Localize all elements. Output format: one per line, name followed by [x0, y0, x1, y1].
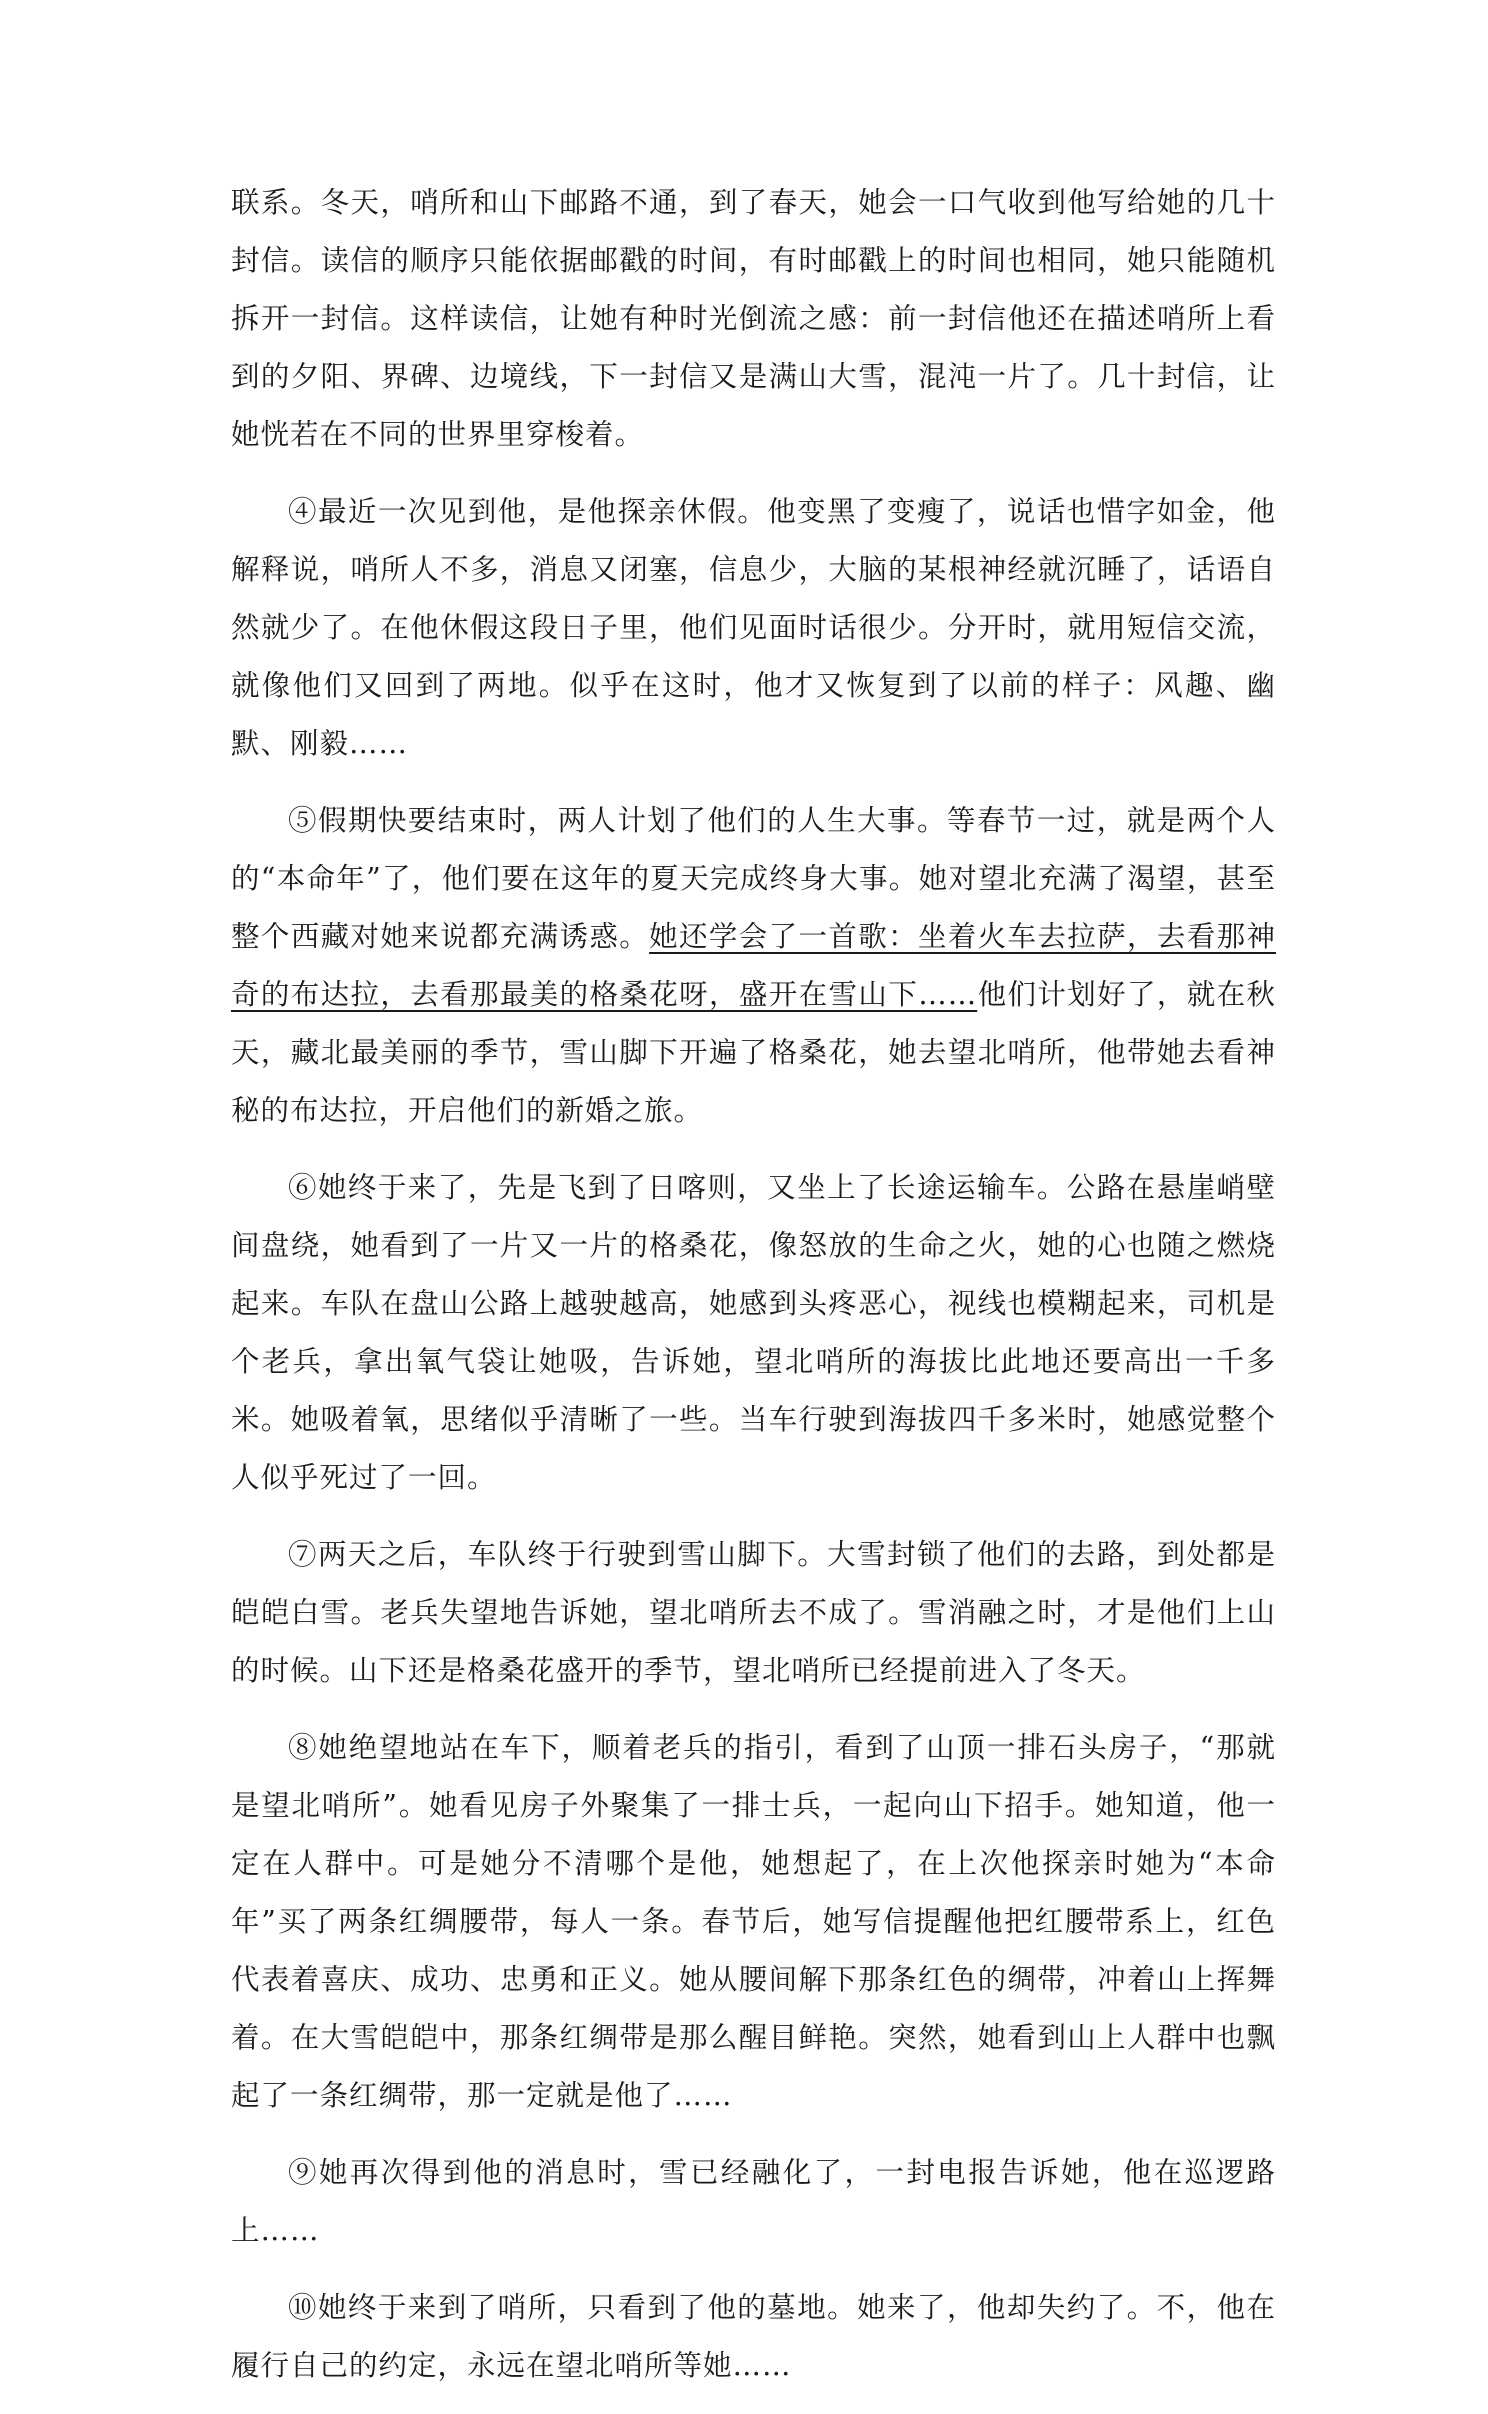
underlined-song-lyrics: 她还学会了一首歌：坐着火车去拉萨，去看那神奇的布达拉，去看那最美的格桑花呀，盛开在雪山下……: [231, 920, 1276, 1011]
paragraph-7: ⑦两天之后，车队终于行驶到雪山脚下。大雪封锁了他们的去路，到处都是皑皑白雪。老兵失望地告诉她，望北哨所去不成了。雪消融之时，才是他们上山的时候。山下还是格桑花盛开的季节，望北哨所已经提前进入了冬天。: [231, 1538, 1276, 1687]
story-text: [231, 174, 1276, 2414]
paragraph-5-after: 他们计划好了，就在秋天，藏北最美丽的季节，雪山脚下开遍了格桑花，她去望北哨所，他带她去看神秘的布达拉，开启他们的新婚之旅。: [231, 978, 1276, 1127]
paragraph-5: [231, 792, 1276, 1140]
paragraph-8: ⑧她绝望地站在车下，顺着老兵的指引，看到了山顶一排石头房子，“那就是望北哨所”。她看见房子外聚集了一排士兵，一起向山下招手。她知道，他一定在人群中。可是她分不清哪个是他，她想起了，在上次他探亲时她为“本命年”买了两条红绸腰带，每人一条。春节后，她写信提醒他把红腰带系上，红色代表着喜庆、成功、忠勇和正义。她从腰间解下那条红色的绸带，冲着山上挥舞着。在大雪皑皑中，那条红绸带是那么醒目鲜艳。突然，她看到山上人群中也飘起了一条红绸带，那一定就是他了……: [231, 1731, 1276, 2112]
paragraph-3-continued: 联系。冬天，哨所和山下邮路不通，到了春天，她会一口气收到他写给她的几十封信。读信的顺序只能依据邮戳的时间，有时邮戳上的时间也相同，她只能随机拆开一封信。这样读信，让她有种时光倒流之感：前一封信他还在描述哨所上看到的夕阳、界碑、边境线，下一封信又是满山大雪，混沌一片了。几十封信，让她恍若在不同的世界里穿梭着。: [231, 186, 1276, 451]
paragraph-5-before: ⑤假期快要结束时，两人计划了他们的人生大事。等春节一过，就是两个人的“本命年”了，他们要在这年的夏天完成终身大事。她对望北充满了渴望，甚至整个西藏对她来说都充满诱惑。: [231, 804, 1276, 953]
paragraph-9: ⑨她再次得到他的消息时，雪已经融化了，一封电报告诉她，他在巡逻路上……: [231, 2156, 1276, 2247]
paragraph-10: ⑩她终于来到了哨所，只看到了他的墓地。她来了，他却失约了。不，他在履行自己的约定，永远在望北哨所等她……: [231, 2291, 1276, 2382]
paragraph-4: ④最近一次见到他，是他探亲休假。他变黑了变瘦了，说话也惜字如金，他解释说，哨所人不多，消息又闭塞，信息少，大脑的某根神经就沉睡了，话语自然就少了。在他休假这段日子里，他们见面时话很少。分开时，就用短信交流，就像他们又回到了两地。似乎在这时，他才又恢复到了以前的样子：风趣、幽默、刚毅……: [231, 495, 1276, 760]
paragraph-6: ⑥她终于来了，先是飞到了日喀则，又坐上了长途运输车。公路在悬崖峭壁间盘绕，她看到了一片又一片的格桑花，像怒放的生命之火，她的心也随之燃烧起来。车队在盘山公路上越驶越高，她感到头疼恶心，视线也模糊起来，司机是个老兵，拿出氧气袋让她吸，告诉她，望北哨所的海拔比此地还要高出一千多米。她吸着氧，思绪似乎清晰了一些。当车行驶到海拔四千多米时，她感觉整个人似乎死过了一回。: [231, 1171, 1276, 1494]
